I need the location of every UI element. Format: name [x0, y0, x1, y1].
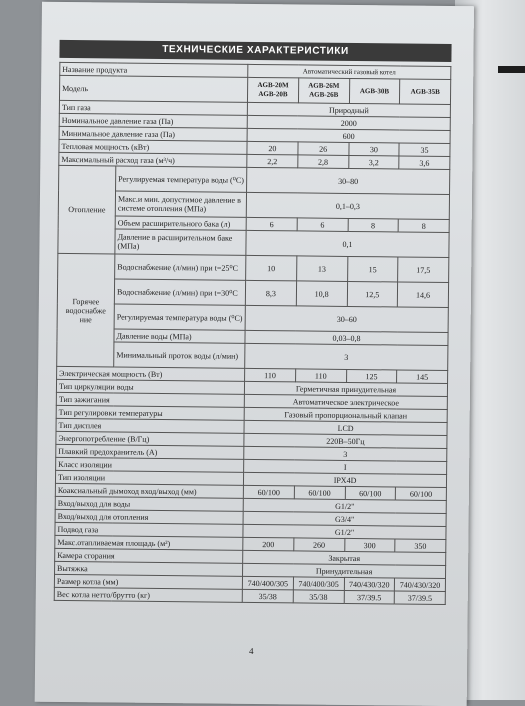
- row-label: Вход/выход для воды: [55, 496, 243, 511]
- table-row: [54, 587, 445, 604]
- row-label: Вход/выход для отопления: [55, 509, 243, 524]
- row-label: Регулируемая температура воды (⁰С): [114, 304, 245, 330]
- row-label: Регулируемая температура воды (⁰С): [116, 166, 247, 192]
- row-value: 300: [344, 538, 395, 552]
- row-label: Максимальный расход газа (м³/ч): [59, 152, 247, 167]
- spec-page: [35, 2, 474, 706]
- row-value: LCD: [244, 420, 447, 435]
- row-label: Размер котла (мм): [54, 574, 242, 589]
- row-value: IPX4D: [244, 472, 447, 487]
- row-value: 145: [397, 370, 448, 384]
- row-label: Название продукта: [60, 62, 248, 77]
- row-value: 2000: [247, 115, 450, 130]
- row-value: 17,5: [398, 257, 449, 283]
- row-label: Энергопотребление (В/Гц): [56, 431, 244, 446]
- row-value: G1/2": [243, 498, 446, 513]
- row-value: 3,2: [348, 155, 399, 169]
- row-value: 110: [245, 368, 296, 382]
- row-value: 260: [294, 538, 345, 552]
- row-value: 60/100: [294, 486, 345, 500]
- row-value: 35/38: [242, 589, 293, 603]
- row-value: 60/100: [345, 486, 396, 500]
- row-value: 350: [395, 539, 446, 553]
- row-label: Вытяжка: [55, 561, 243, 576]
- row-label: Давление в расширительном баке (МПа): [115, 229, 246, 255]
- row-label: Камера сгорания: [55, 548, 243, 563]
- row-value: 600: [247, 128, 450, 143]
- row-label: Минимальный проток воды (л/мин): [114, 342, 245, 368]
- row-label: Макс.и мин. допустимое давление в системе отопления (МПа): [115, 191, 246, 217]
- row-value: Природный: [247, 102, 450, 117]
- row-value: 740/400/305: [293, 577, 344, 591]
- row-value: 6: [297, 218, 348, 232]
- row-label: Водоснабжение (л/мин) при t=25⁰С: [115, 254, 246, 280]
- row-value: 37/39.5: [394, 591, 445, 605]
- row-value: 12,5: [347, 281, 398, 307]
- row-value: 3: [245, 343, 448, 370]
- row-value: 740/430/320: [395, 578, 446, 592]
- row-value: 8,3: [245, 280, 296, 306]
- row-label: Водоснабжение (л/мин) при t=30⁰С: [114, 279, 245, 305]
- model-header: AGB-26M AGB-26B: [298, 78, 349, 104]
- row-value: 10,8: [296, 281, 347, 307]
- row-value: 30: [348, 142, 399, 156]
- row-value: Принудительная: [243, 563, 446, 578]
- row-value: Герметичная принудительная: [244, 381, 447, 396]
- specifications-table-body: [54, 62, 451, 604]
- row-value: 0,1–0,3: [246, 192, 449, 219]
- row-value: G3/4": [243, 511, 446, 526]
- row-value: 200: [243, 537, 294, 551]
- row-value: 0,1: [246, 230, 449, 257]
- row-value: Газовый пропорциональный клапан: [244, 407, 447, 422]
- row-value: 2,2: [247, 154, 298, 168]
- row-label: Тип дисплея: [56, 418, 244, 433]
- row-value: 26: [298, 142, 349, 156]
- row-label: Вес котла нетто/брутто (кг): [54, 587, 242, 602]
- row-value: 220В–50Гц: [244, 433, 447, 448]
- row-value: 0,03–0,8: [245, 330, 448, 345]
- row-label: Коаксиальный дымоход вход/выход (мм): [55, 483, 243, 498]
- row-label: Плавкий предохранитель (А): [56, 444, 244, 459]
- row-value: 30–80: [247, 167, 450, 194]
- model-header: AGB-30B: [349, 78, 400, 104]
- specifications-table: [54, 62, 452, 605]
- row-value: 740/400/305: [242, 576, 293, 590]
- row-value: 13: [296, 256, 347, 282]
- page-title: ТЕХНИЧЕСКИЕ ХАРАКТЕРИСТИКИ: [59, 40, 451, 62]
- model-header: AGB-35B: [400, 79, 451, 105]
- category-heating: Отопление: [58, 165, 116, 254]
- row-value: 740/430/320: [344, 577, 395, 591]
- row-value: Закрытая: [243, 550, 446, 565]
- row-label: Модель: [59, 75, 247, 102]
- row-label: Макс.отапливаемая площадь (м²): [55, 535, 243, 550]
- row-value: 125: [346, 369, 397, 383]
- row-value: 35: [399, 143, 450, 157]
- row-value: 60/100: [396, 487, 447, 501]
- row-value: G1/2": [243, 524, 446, 539]
- row-value: Автоматическое электрическое: [244, 394, 447, 409]
- row-value: 6: [246, 217, 297, 231]
- row-label: Тип изоляции: [55, 470, 243, 485]
- row-value: 15: [347, 256, 398, 282]
- row-value: 2,8: [298, 155, 349, 169]
- row-label: Минимальное давление газа (Па): [59, 126, 247, 141]
- row-value: 20: [247, 141, 298, 155]
- row-label: Тип газа: [59, 100, 247, 115]
- row-value: 30–60: [245, 305, 448, 332]
- row-label: Номинальное давление газа (Па): [59, 113, 247, 128]
- page-number: 4: [248, 645, 254, 656]
- product-name: Автоматический газовый котел: [248, 64, 451, 79]
- row-value: 110: [295, 369, 346, 383]
- row-label: Тип зажигания: [56, 392, 244, 407]
- row-label: Давление воды (МПа): [114, 329, 245, 343]
- model-header: AGB-20M AGB-20B: [248, 77, 299, 103]
- row-value: I: [244, 459, 447, 474]
- row-value: 60/100: [243, 485, 294, 499]
- row-value: 35/38: [293, 590, 344, 604]
- row-value: 10: [246, 255, 297, 281]
- row-value: 3: [244, 446, 447, 461]
- row-value: 3,6: [399, 156, 450, 170]
- row-value: 8: [398, 219, 449, 233]
- row-label: Подвод газа: [55, 522, 243, 537]
- row-label: Класс изоляции: [56, 457, 244, 472]
- row-label: Тип регулировки температуры: [56, 405, 244, 420]
- next-page-header-strip: [498, 66, 525, 73]
- row-label: Тип циркуляции воды: [56, 379, 244, 394]
- row-value: 8: [348, 218, 399, 232]
- row-label: Электрическая мощность (Вт): [57, 366, 245, 381]
- row-label: Объем расширительного бака (л): [115, 216, 246, 230]
- row-value: 37/39.5: [344, 590, 395, 604]
- row-value: 14,6: [398, 282, 449, 308]
- category-hot-water: Горячее водоснабже ние: [57, 253, 115, 367]
- row-label: Тепловая мощность (кВт): [59, 139, 247, 154]
